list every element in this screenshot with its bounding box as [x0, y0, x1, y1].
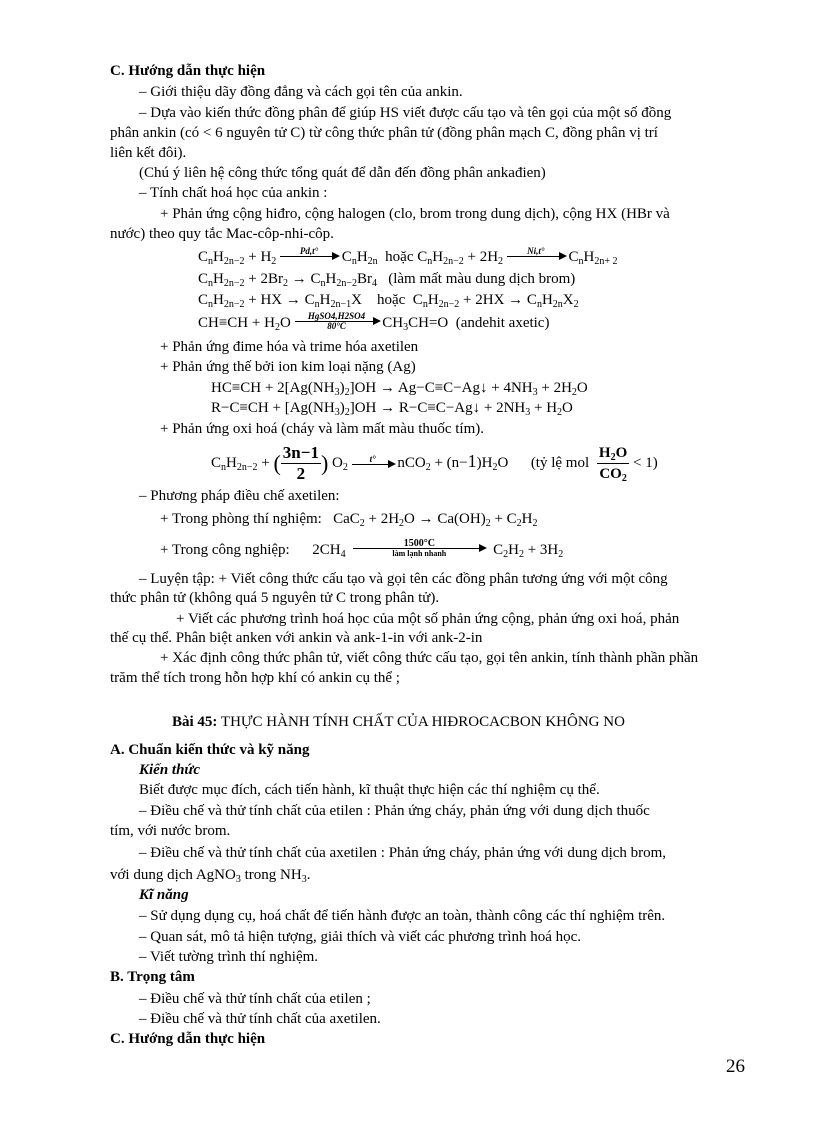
text-line: nước) theo quy tắc Mac-côp-nhi-côp. — [110, 226, 334, 242]
text-line: – Quan sát, mô tả hiện tượng, giải thích và viết các phương trình hoá học. — [139, 929, 582, 945]
subheading: Kĩ năng — [139, 887, 189, 903]
equation-hx-addition: $C_nH_{2n-2}$ + HX → $C_nH_{2n-1}X$ hoặc $C_nH_{2n-2} + 2HX \to C_nH_{2n}X_2$ — [198, 292, 579, 310]
text-line: Biết được mục đích, cách tiến hành, kĩ thuật thực hiện các thí nghiệm cụ thể. — [139, 782, 600, 798]
text-line: – Điều chế và thử tính chất của etilen : Phản ứng cháy, phản ứng với dung dịch thuốc — [139, 803, 650, 819]
text-line: – Điều chế và thử tính chất của etilen ; — [139, 991, 371, 1007]
text-line: + Viết các phương trình hoá học của một số phản ứng cộng, phản ứng oxi hoá, phản — [176, 611, 680, 627]
section-heading: A. Chuẩn kiến thức và kỹ năng — [110, 742, 310, 758]
text-line: – Phương pháp điều chế axetilen: — [139, 488, 340, 504]
text-line: liên kết đôi). — [110, 145, 187, 161]
text-line: + Phản ứng đime hóa và trime hóa axetilen — [160, 339, 419, 355]
subheading: Kiến thức — [139, 762, 201, 778]
text-line: – Giới thiệu dãy đồng đẳng và cách gọi tên của ankin. — [139, 84, 463, 100]
section-heading: B. Trọng tâm — [110, 969, 195, 985]
text-line: – Tính chất hoá học của ankin : — [139, 185, 328, 201]
text-line: (Chú ý liên hệ công thức tổng quát để dẫn đến đồng phân ankađien) — [139, 165, 546, 181]
text-line: – Luyện tập: + Viết công thức cấu tạo và gọi tên các đồng phân tương ứng với một công — [139, 571, 668, 587]
equation-bromination: $C_nH_{2n-2} + 2Br_2 \to C_nH_{2n-2}Br_4$ (làm mất màu dung dịch brom) — [198, 271, 576, 289]
equation-silver-1: $HC\equiv CH + 2[Ag(NH_3)_2]OH$ → Ag−C≡C−Ag↓ + $4NH_3 + 2H_2O$ — [211, 380, 588, 398]
text-line: phân ankin (có < 6 nguyên tử C) từ công thức phân tử (đồng phân mạch C, đồng phân vị trí — [110, 125, 658, 141]
text-line: + Phản ứng cộng hiđro, cộng halogen (clo, brom trong dung dịch), cộng HX (HBr và — [160, 206, 670, 222]
text-line: + Phản ứng oxi hoá (cháy và làm mất màu thuốc tím). — [160, 421, 485, 437]
text-line: với dung dịch AgNO$_3$ trong $NH_3$. — [110, 867, 311, 885]
equation-lab-prep: + Trong phòng thí nghiệm: $CaC_2 + 2H_2O \to Ca(OH)_2 + C_2H_2$ — [160, 511, 538, 529]
equation-combustion: $C_nH_{2n-2}$ + ( $\frac{3n-1}{2}$ ) $O_2$ t° $nCO_2 + (n-1)H_2O$ (tỷ lệ mol $\frac{H_2O}{CO_2}$ < 1) — [211, 443, 658, 485]
text-line: thế cụ thể. Phân biệt anken với ankin và ank-1-in với ank-2-in — [110, 630, 483, 646]
text-line: + Xác định công thức phân tử, viết công thức cấu tạo, gọi tên ankin, tính thành phần phần — [160, 650, 699, 666]
equation-industrial-prep: + Trong công nghiệp: $2CH_4$ 1500°C làm lạnh nhanh $C_2H_2 + 3H_2$ — [160, 538, 564, 560]
text-line: + Phản ứng thế bởi ion kim loại nặng (Ag) — [160, 359, 416, 375]
text-line: – Viết tường trình thí nghiệm. — [139, 949, 319, 965]
equation-silver-2: $R-C\equiv CH + [Ag(NH_3)_2]OH$ → R−C≡C−Ag↓ + $2NH_3 + H_2O$ — [211, 400, 573, 418]
section-heading: C. Hướng dẫn thực hiện — [110, 63, 266, 79]
section-heading: C. Hướng dẫn thực hiện — [110, 1031, 266, 1047]
text-line: – Dựa vào kiến thức đồng phân để giúp HS viết được cấu tạo và tên gọi của một số đồng — [139, 105, 672, 121]
text-line: – Điều chế và thử tính chất của axetilen : Phản ứng cháy, phản ứng với dung dịch brom, — [139, 845, 667, 861]
text-line: – Sử dụng dụng cụ, hoá chất để tiến hành được an toàn, thành công các thí nghiệm trên. — [139, 908, 666, 924]
text-line: – Điều chế và thử tính chất của axetilen. — [139, 1011, 381, 1027]
equation-hydration: $CH\equiv CH + H_2O$ HgSO4,H2SO4 80°C $CH_3CH=O$ (andehit axetic) — [198, 311, 550, 333]
lesson-title: Bài 45: THỰC HÀNH TÍNH CHẤT CỦA HIĐROCACBON KHÔNG NO — [172, 714, 625, 730]
text-line: thức phân tử (không quá 5 nguyên tử C trong phân tử). — [110, 590, 440, 606]
text-line: trăm thể tích trong hỗn hợp khí có ankin cụ thể ; — [110, 670, 400, 686]
page-number: 26 — [726, 1056, 745, 1077]
equation-hydrogenation: $C_nH_{2n-2} + H_2$ Pd,t° $C_nH_{2n}$ hoặc $C_nH_{2n-2} + 2H_2$ Ni,t° $C_nH_{2n+ 2}$ — [198, 245, 618, 267]
text-line: tím, với nước brom. — [110, 823, 231, 839]
